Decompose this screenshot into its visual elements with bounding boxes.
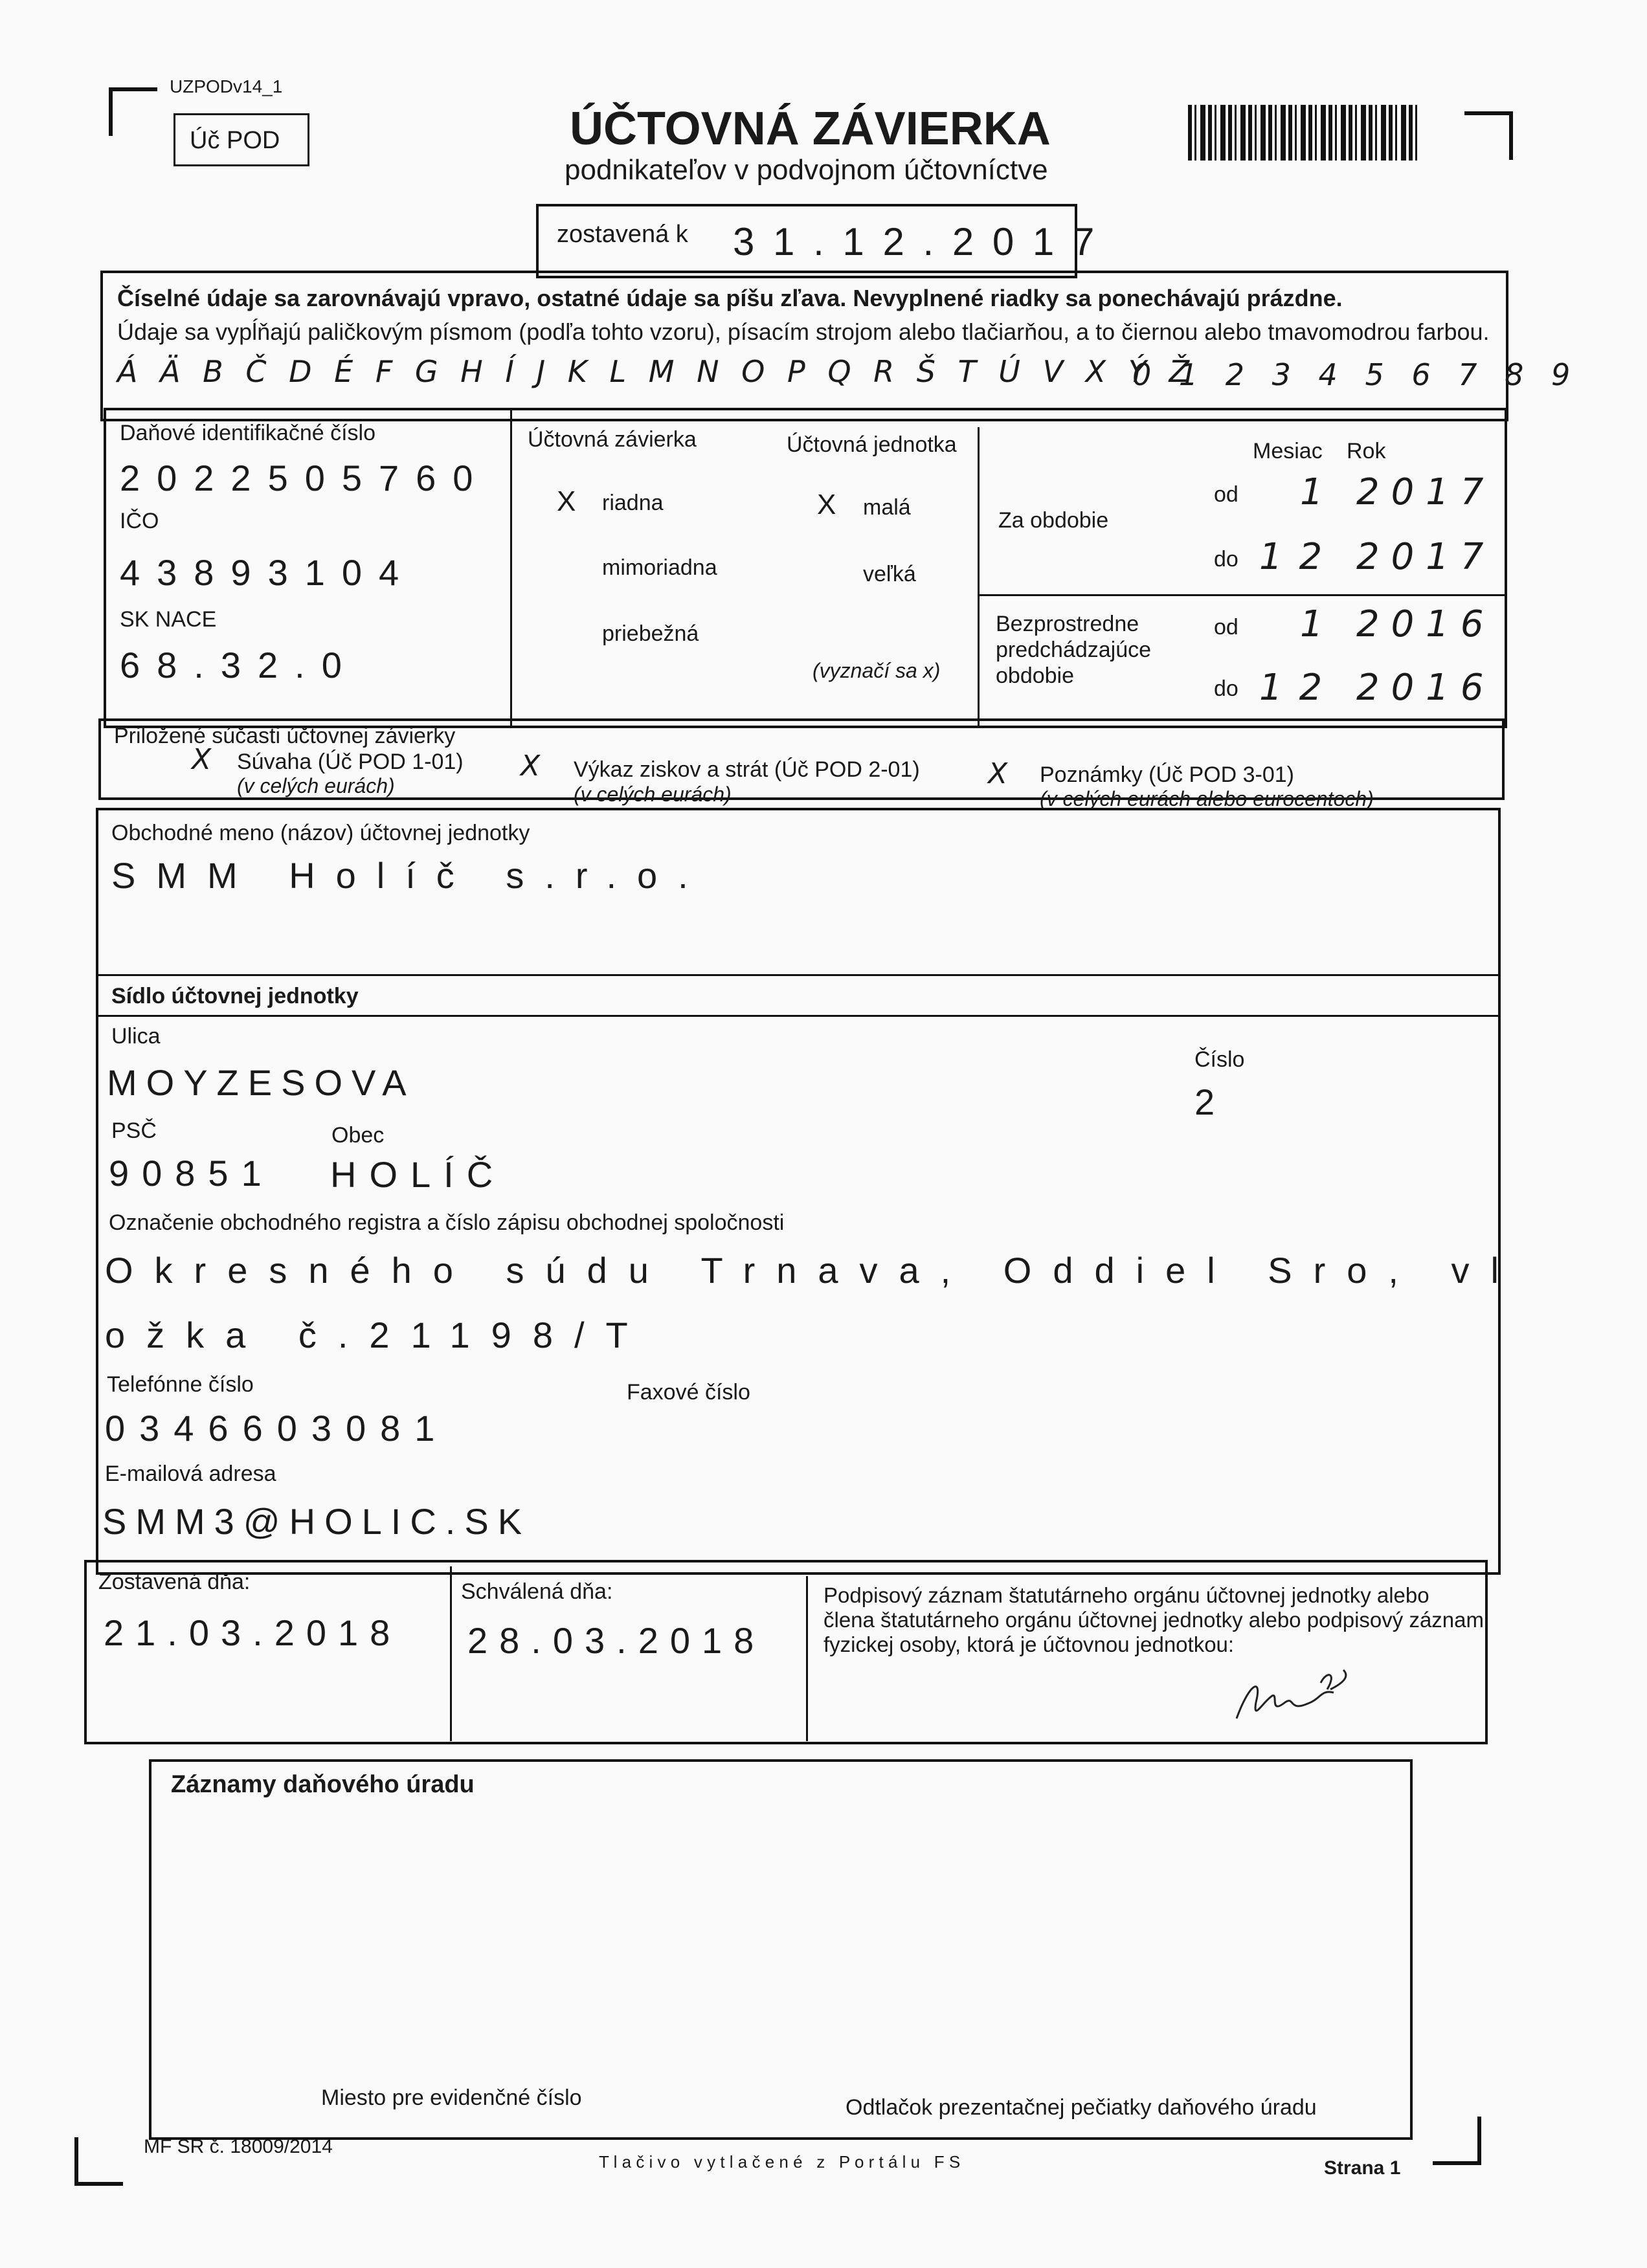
nace-value: 68.32.0 [120,645,359,685]
previous-period-label-1: Bezprostredne [996,612,1139,636]
divider [450,1566,452,1741]
number-value: 2 [1194,1082,1232,1122]
ico-value: 43893104 [120,552,416,593]
ico-label: IČO [120,509,159,533]
divider [806,1576,808,1741]
statement-type-interim: priebežná [602,621,699,646]
seat-label: Sídlo účtovnej jednotky [111,984,359,1008]
previous-to-year: 2016 [1356,667,1496,709]
evidence-label: Miesto pre evidenčné číslo [321,2085,582,2110]
tax-office-title: Záznamy daňového úradu [171,1771,475,1798]
instructions-letters: Á Ä B Č D É F G H Í J K L M N O P Q R Š T Ú V X Ý Ž [117,354,1196,389]
nace-label: SK NACE [120,607,217,632]
statement-type-extraordinary: mimoriadna [602,555,717,580]
form-type: Úč POD [190,127,280,154]
register-line2: ožka č.21198/T [105,1315,649,1355]
fax-label: Faxové číslo [627,1380,750,1405]
current-to-year: 2017 [1356,536,1496,578]
psc-label: PSČ [111,1118,157,1143]
city-label: Obec [331,1123,385,1148]
statement-type-mark: X [557,485,576,517]
page-subtitle: podnikateľov v podvojnom účtovníctve [565,154,1048,186]
divider [978,594,1505,596]
corner-mark-top-left [109,87,157,91]
year-label: Rok [1347,439,1386,463]
number-label: Číslo [1194,1047,1245,1072]
attachment-pl: Výkaz ziskov a strát (Úč POD 2-01) [574,757,920,782]
dic-label: Daňové identifikačné číslo [120,421,376,445]
corner-mark-top-right [1464,111,1513,115]
form-type-box [174,113,309,166]
attachments-label: Priložené súčasti účtovnej závierky [114,724,456,748]
street-label: Ulica [111,1024,161,1049]
phone-value: 0346603081 [105,1408,449,1449]
corner-mark-bottom-right [1477,2117,1481,2165]
instructions-box [100,271,1580,421]
corner-mark-bottom-left [74,2137,78,2186]
previous-to-label: do [1214,676,1238,701]
register-label: Označenie obchodného registra a číslo zápisu obchodnej spoločnosti [109,1210,785,1235]
ministry-code: MF SR č. 18009/2014 [144,2136,333,2157]
email-value: SMM3@HOLIC.SK [102,1501,532,1542]
instructions-line1: Číselné údaje sa zarovnávajú vpravo, ostatné údaje sa píšu zľava. Nevyplnené riadky sa ponechávajú prázdne. [117,285,1343,311]
attachment-mark-pl: X [521,750,541,783]
signature [1224,1663,1418,1735]
company-name-value: SMM Holíč s.r.o. [111,855,709,896]
page-title: ÚČTOVNÁ ZÁVIERKA [570,103,1051,155]
previous-from-label: od [1214,615,1238,639]
instructions-line2: Údaje sa vypĺňajú paličkovým písmom (podľa tohto vzoru), písacím strojom alebo tlačiarňou, a to čiernou alebo tmavomodrou farbou. [117,318,1490,345]
register-line1: Okresného súdu Trnava, Oddiel Sro, vl [105,1250,1520,1291]
phone-label: Telefónne číslo [107,1372,254,1397]
statement-type-regular: riadna [602,491,664,515]
attachment-balance: Súvaha (Úč POD 1-01) [237,750,464,774]
previous-period-label-3: obdobie [996,663,1075,688]
corner-mark-bottom-right-h [1433,2161,1481,2165]
dic-value: 2022505760 [120,458,490,498]
unit-large: veľká [863,562,916,586]
statement-type-label: Účtovná závierka [528,427,697,452]
compiled-to-label: zostavená k [557,221,688,248]
divider [978,427,980,726]
company-name-label: Obchodné meno (názov) účtovnej jednotky [111,821,530,845]
month-label: Mesiac [1253,439,1323,463]
previous-from-year: 2016 [1356,603,1496,645]
current-from-label: od [1214,482,1238,507]
email-label: E-mailová adresa [105,1462,276,1486]
divider [97,974,1499,976]
form-code: UZPODv14_1 [170,76,283,96]
corner-mark-bottom-left-h [74,2182,123,2186]
approved-date-value: 28.03.2018 [467,1620,766,1661]
approved-date-label: Schválená dňa: [461,1579,613,1604]
attachment-mark-balance: X [192,743,212,776]
attachment-notes-note: (v celých eurách alebo eurocentoch) [1040,787,1374,810]
page-number: Strana 1 [1324,2157,1401,2179]
attachments-box [98,718,1505,810]
compiled-date-label: Zostavená dňa: [98,1570,251,1594]
divider [510,409,512,726]
current-period-label: Za obdobie [998,508,1109,533]
barcode [1188,105,1418,161]
attachment-notes: Poznámky (Úč POD 3-01) [1040,762,1294,787]
corner-mark-top-left-v [109,87,113,136]
current-to-label: do [1214,547,1238,572]
tax-office-box [149,1759,1413,2140]
instructions-digits: 0 1 2 3 4 5 6 7 8 9 [1132,357,1580,392]
corner-mark-top-right-v [1509,111,1513,160]
previous-period-label-2: predchádzajúce [996,638,1152,662]
divider [97,1015,1499,1017]
mark-hint: (vyznačí sa x) [812,659,941,682]
attachment-mark-notes: X [988,757,1008,790]
signature-label: Podpisový záznam štatutárneho orgánu účtovnej jednotky alebo člena štatutárneho orgánu účtovnej jednotky alebo podpisový záznam fyzickej osoby, ktorá je účtovnou jednotkou: [824,1583,1485,1656]
stamp-label: Odtlačok prezentačnej pečiatky daňového úradu [846,2095,1317,2120]
street-value: MOYZESOVA [107,1062,416,1103]
current-from-year: 2017 [1356,471,1496,513]
current-to-month: 12 [1259,536,1339,578]
attachment-balance-note: (v celých eurách) [237,774,395,797]
attachment-pl-note: (v celých eurách) [574,783,732,806]
current-from-month: 1 [1300,471,1340,513]
printed-from: T l a č i v o v y t l a č e n é z P o r t á l u F S [599,2152,961,2172]
compiled-to-value: 3 1 . 1 2 . 2 0 1 7 [733,220,1099,263]
unit-small: malá [863,495,911,520]
compiled-date-value: 21.03.2018 [104,1612,402,1653]
unit-label: Účtovná jednotka [787,432,957,457]
previous-to-month: 12 [1259,667,1339,709]
compiled-to-box [536,204,1099,278]
previous-from-month: 1 [1300,603,1340,645]
psc-value: 90851 [109,1153,274,1194]
company-box [96,808,1501,1575]
city-value: HOLÍČ [330,1154,506,1195]
unit-mark: X [817,489,836,520]
